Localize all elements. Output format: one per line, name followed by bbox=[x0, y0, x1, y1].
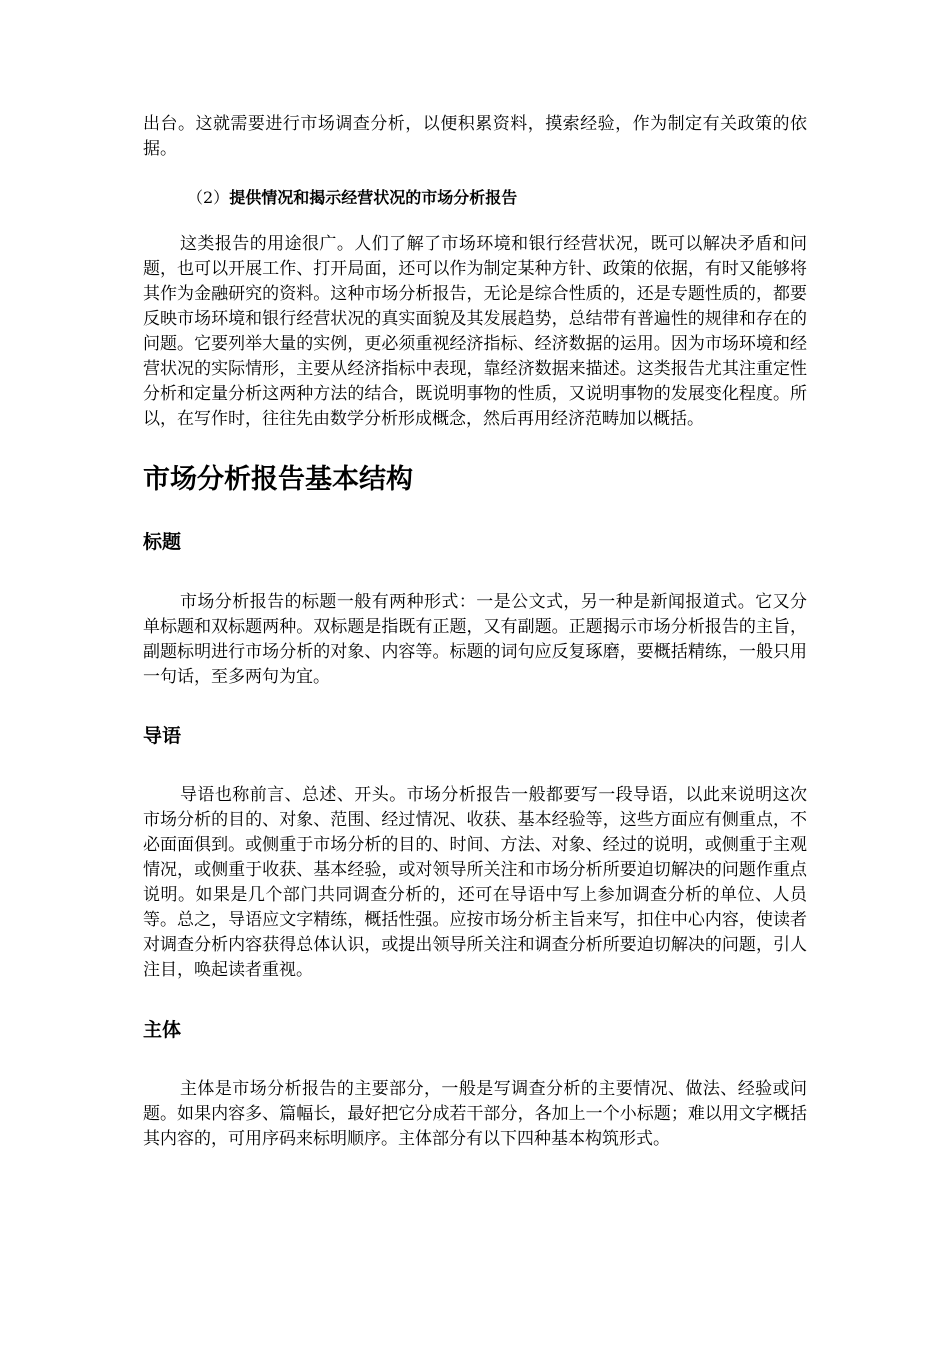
section-2-paragraph: 这类报告的用途很广。人们了解了市场环境和银行经营状况，既可以解决矛盾和问题，也可以开展工作、打开局面，还可以作为制定某种方针、政策的依据，有时又能够将其作为金融研究的资料。这种市场分析报告，无论是综合性质的，还是专题性质的，都要反映市场环境和银行经营状况的真实面貌及其发展趋势，总结带有普遍性的规律和存在的问题。它要列举大量的实例，更必须重视经济指标、经济数据的运用。因为市场环境和经营状况的实际情形，主要从经济指标中表现，靠经济数据来描述。这类报告尤其注重定性分析和定量分析这两种方法的结合，既说明事物的性质，又说明事物的发展变化程度。所以，在写作时，往往先由数学分析形成概念，然后再用经济范畴加以概括。 bbox=[143, 234, 807, 429]
section-2-heading bbox=[143, 186, 807, 210]
section-2-title: 提供情况和揭示经营状况的市场分析报告 bbox=[229, 188, 518, 207]
body-section-paragraph: 主体是市场分析报告的主要部分，一般是写调查分析的主要情况、做法、经验或问题。如果内容多、篇幅长，最好把它分成若干部分，各加上一个小标题；难以用文字概括其内容的，可用序码来标明顺序。主体部分有以下四种基本构筑形式。 bbox=[143, 1079, 807, 1149]
title-section-heading: 标题 bbox=[143, 531, 182, 553]
title-section-paragraph: 市场分析报告的标题一般有两种形式：一是公文式，另一种是新闻报道式。它又分单标题和双标题两种。双标题是指既有正题，又有副题。正题揭示市场分析报告的主旨，副题标明进行市场分析的对象、内容等。标题的词句应反复琢磨，要概括精练，一般只用一句话，至多两句为宜。 bbox=[143, 592, 807, 687]
document-page bbox=[143, 112, 807, 1152]
body-section-heading: 主体 bbox=[143, 1019, 182, 1041]
intro-paragraph: 出台。这就需要进行市场调查分析，以便积累资料，摸索经验，作为制定有关政策的依据。 bbox=[143, 114, 807, 159]
section-2-number: （2） bbox=[187, 188, 230, 207]
main-heading: 市场分析报告基本结构 bbox=[143, 464, 413, 495]
lead-section-paragraph: 导语也称前言、总述、开头。市场分析报告一般都要写一段导语，以此来说明这次市场分析的目的、对象、范围、经过情况、收获、基本经验等，这些方面应有侧重点，不必面面俱到。或侧重于市场分析的目的、时间、方法、对象、经过的说明，或侧重于主观情况，或侧重于收获、基本经验，或对领导所关注和市场分析所要迫切解决的问题作重点说明。如果是几个部门共同调查分析的，还可在导语中写上参加调查分析的单位、人员等。总之，导语应文字精练，概括性强。应按市场分析主旨来写，扣住中心内容，使读者对调查分析内容获得总体认识，或提出领导所关注和调查分析所要迫切解决的问题，引人注目，唤起读者重视。 bbox=[143, 785, 807, 980]
lead-section-heading: 导语 bbox=[143, 725, 182, 747]
